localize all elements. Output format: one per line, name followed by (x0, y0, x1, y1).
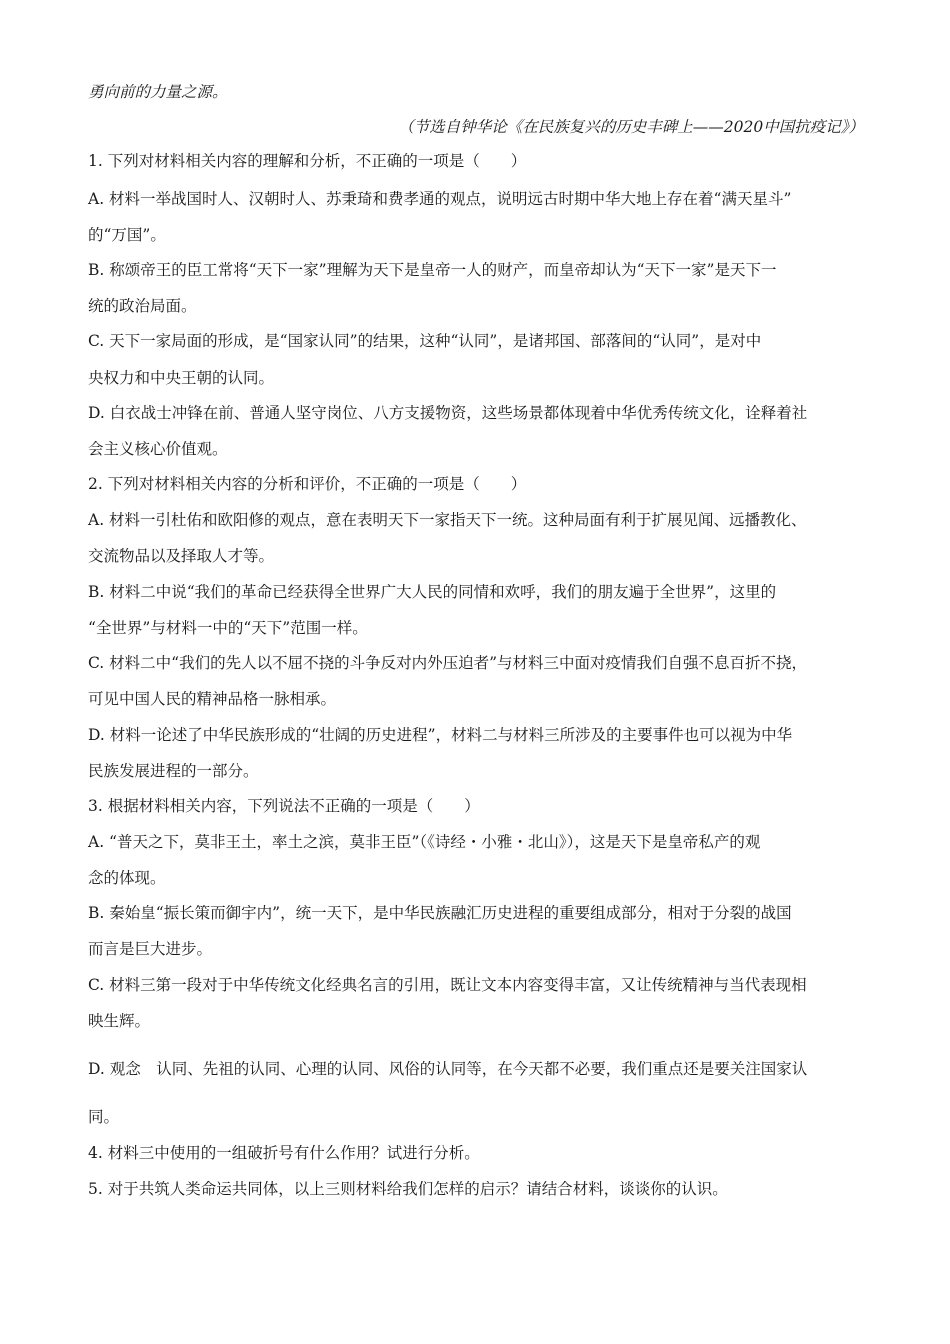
question-1-option-b: B. 称颂帝王的臣工常将“天下一家”理解为天下是皇帝一人的财产，而皇帝却认为“天下一家”是天下一 (88, 261, 777, 279)
question-2-option-b: B. 材料二中说“我们的革命已经获得全世界广大人民的同情和欢呼，我们的朋友遍于全世界”，这里的 (88, 583, 777, 601)
question-3-option-d: D. 观念 认同、先祖的认同、心理的认同、风俗的认同等，在今天都不必要，我们重点还是要关注国家认 (88, 1060, 808, 1078)
question-3-option-d-cont: 同。 (88, 1108, 120, 1126)
question-2-option-c: C. 材料二中“我们的先人以不屈不挠的斗争反对内外压迫者”与材料三中面对疫情我们自强不息百折不挠， (88, 654, 808, 672)
question-3-option-b: B. 秦始皇“振长策而御宇内”，统一天下，是中华民族融汇历史进程的重要组成部分，相对于分裂的战国 (88, 904, 792, 922)
question-1-option-c-cont: 央权力和中央王朝的认同。 (88, 369, 275, 387)
question-1-option-a: A. 材料一举战国时人、汉朝时人、苏秉琦和费孝通的观点，说明远古时期中华大地上存在着“满天星斗” (88, 190, 792, 208)
question-2-option-c-cont: 可见中国人民的精神品格一脉相承。 (88, 690, 337, 708)
question-1-option-c: C. 天下一家局面的形成，是“国家认同”的结果，这种“认同”，是诸邦国、部落间的“认同”，是对中 (88, 332, 762, 350)
question-2-option-b-cont: “全世界”与材料一中的“天下”范围一样。 (88, 619, 368, 637)
question-1-option-d: D. 白衣战士冲锋在前、普通人坚守岗位、八方支援物资，这些场景都体现着中华优秀传统文化，诠释着社 (88, 404, 808, 422)
question-3-option-a-cont: 念的体现。 (88, 869, 166, 887)
question-4: 4. 材料三中使用的一组破折号有什么作用？试进行分析。 (88, 1144, 480, 1162)
question-1-option-b-cont: 统的政治局面。 (88, 297, 197, 315)
question-3-option-a: A. “普天之下，莫非王土，率土之滨，莫非王臣”（《诗经・小雅・北山》），这是天下是皇帝私产的观 (88, 833, 761, 851)
question-2-option-d-cont: 民族发展进程的一部分。 (88, 762, 259, 780)
question-3-option-c-cont: 映生辉。 (88, 1012, 151, 1030)
question-3-option-b-cont: 而言是巨大进步。 (88, 940, 213, 958)
question-3-option-c: C. 材料三第一段对于中华传统文化经典名言的引用，既让文本内容变得丰富，又让传统精神与当代表现相 (88, 976, 807, 994)
question-3-stem: 3. 根据材料相关内容，下列说法不正确的一项是（ ） (88, 797, 480, 815)
question-2-option-a: A. 材料一引杜佑和欧阳修的观点，意在表明天下一家指天下一统。这种局面有利于扩展见闻、远播教化、 (88, 511, 807, 529)
question-1-option-d-cont: 会主义核心价值观。 (88, 440, 228, 458)
question-1-stem: 1. 下列对材料相关内容的理解和分析，不正确的一项是（ ） (88, 152, 527, 170)
question-2-option-d: D. 材料一论述了中华民族形成的“壮阔的历史进程”，材料二与材料三所涉及的主要事件也可以视为中华 (88, 726, 793, 744)
source-citation: （节选自钟华论《在民族复兴的历史丰碑上——2020中国抗疫记》） (398, 118, 864, 136)
question-5: 5. 对于共筑人类命运共同体，以上三则材料给我们怎样的启示？请结合材料，谈谈你的认识。 (88, 1180, 728, 1198)
document-page (88, 0, 864, 1344)
question-1-option-a-cont: 的“万国”。 (88, 226, 166, 244)
question-2-stem: 2. 下列对材料相关内容的分析和评价，不正确的一项是（ ） (88, 475, 527, 493)
intro-end-text: 勇向前的力量之源。 (88, 83, 228, 101)
question-2-option-a-cont: 交流物品以及择取人才等。 (88, 547, 275, 565)
